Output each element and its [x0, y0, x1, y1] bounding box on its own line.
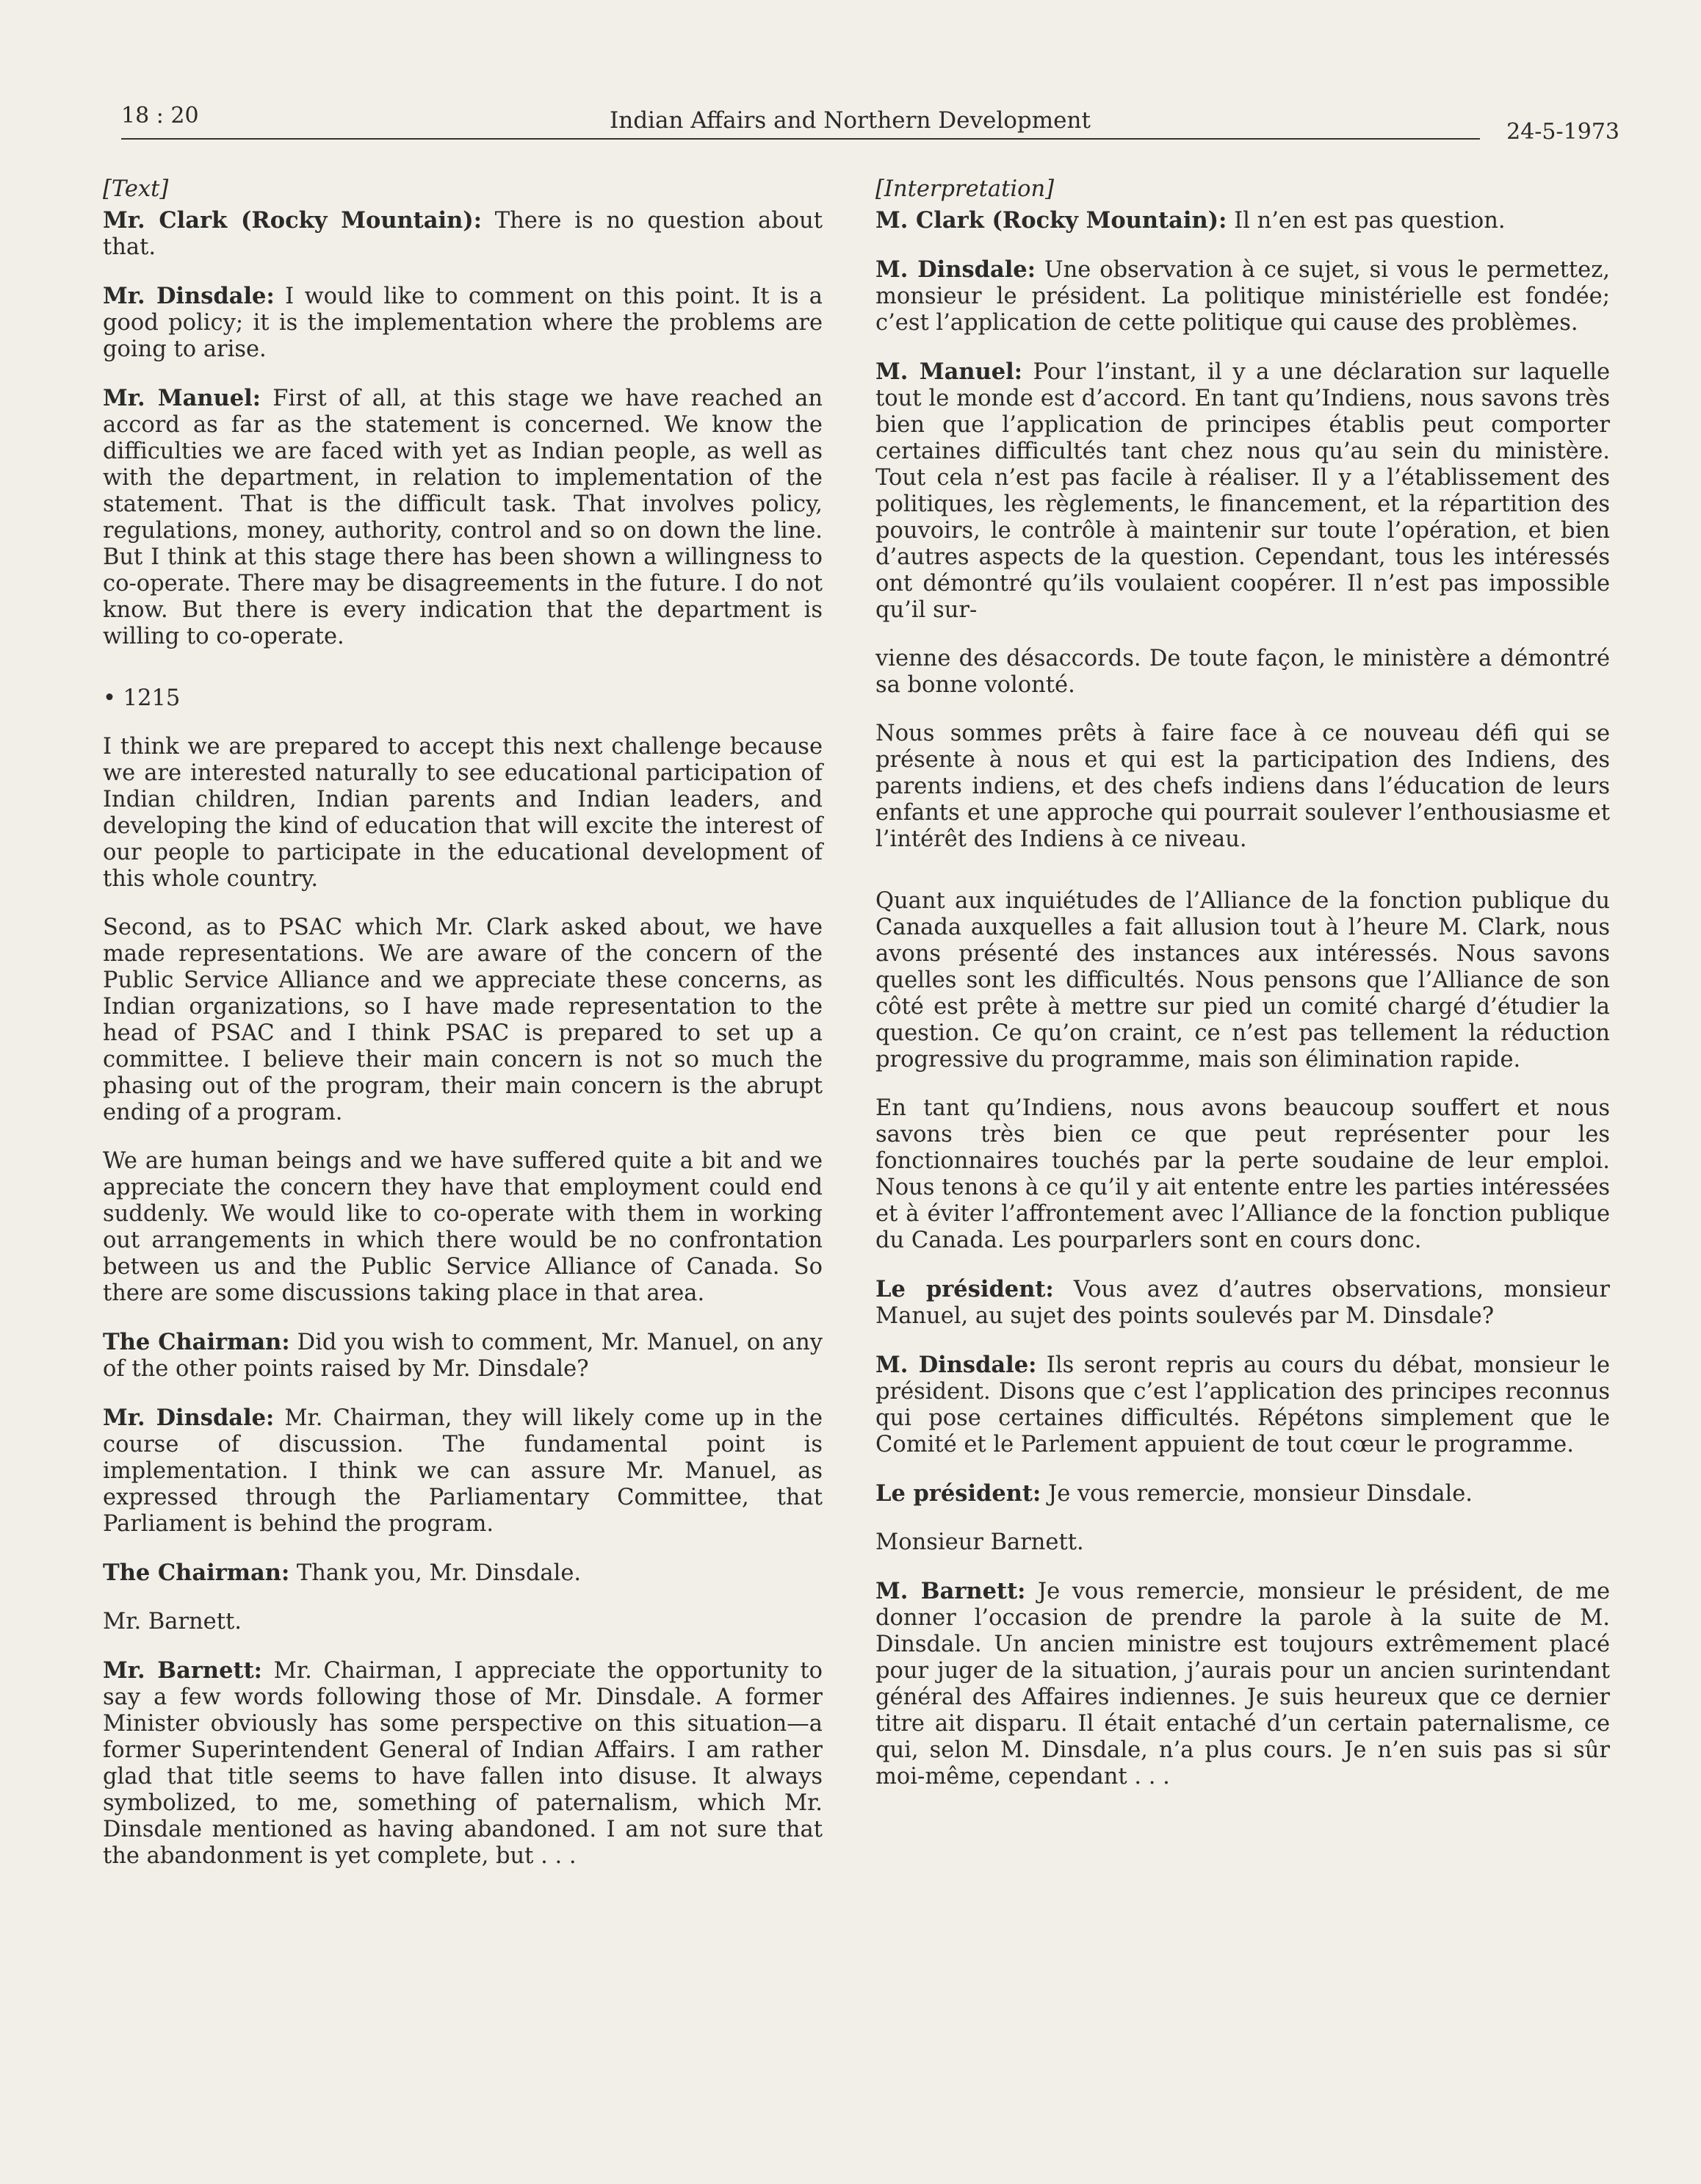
french-column — [875, 176, 1610, 1812]
paragraph — [103, 1609, 823, 1635]
paragraph — [103, 915, 823, 1126]
speaker-name: M. Barnett: — [875, 1578, 1026, 1604]
page-number: 18 : 20 — [121, 103, 199, 129]
paragraph — [103, 385, 823, 650]
paragraph — [875, 1529, 1610, 1556]
speaker-name: The Chairman: — [103, 1329, 290, 1355]
speech-text: Nous sommes prêts à faire face à ce nouveau défi qui se présente à nous et qui est la participation des Indiens, des parents indiens, et des chefs indiens dans l’éducation de leurs enfants et une approche qui pourrait soulever l’enthousiasme et l’intérêt des Indiens à ce niveau. — [875, 721, 1610, 852]
paragraph — [875, 646, 1610, 699]
paragraph — [103, 1560, 823, 1587]
speech-text: We are human beings and we have suffered quite a bit and we appreciate the concern they have that employment could end suddenly. We would like to co-operate with them in working out arrangements in which there would be no confrontation between us and the Public Service Alliance of Canada. So there are some discussions taking place in that area. — [103, 1148, 823, 1306]
speech-text: I think we are prepared to accept this next challenge because we are interested naturally to see educational participation of Indian children, Indian parents and Indian leaders, and developing the kind of education that will excite the interest of our people to participate in the educational development of this whole country. — [103, 734, 823, 892]
paragraph — [875, 888, 1610, 1073]
paragraph — [875, 207, 1610, 234]
speech-text: Quant aux inquiétudes de l’Alliance de la fonction publique du Canada auxquelles a fait allusion tout à l’heure M. Clark, nous avons présenté des instances aux intéressés. Nous savons quelles sont les difficultés. Nous pensons que l’Alliance de son côté est prête à mettre sur pied un comité chargé d’étudier la question. Ce qu’on craint, ce n’est pas tellement la réduction progressive du programme, mais son élimination rapide. — [875, 888, 1610, 1073]
speech-text: Vous avez d’autres observations, monsieur Manuel, au sujet des points soulevés par M. Dinsdale? — [875, 1277, 1610, 1329]
speaker-name: The Chairman: — [103, 1560, 290, 1586]
running-title: Indian Affairs and Northern Development — [610, 107, 1091, 134]
paragraph — [875, 358, 1610, 624]
page-date: 24-5-1973 — [1506, 119, 1619, 145]
paragraph — [875, 256, 1610, 336]
paragraph — [875, 1578, 1610, 1790]
paragraph — [103, 734, 823, 893]
paragraph — [103, 1329, 823, 1383]
time-marker: • 1215 — [103, 685, 181, 711]
speaker-name: Mr. Dinsdale: — [103, 283, 275, 309]
speech-text: Mr. Barnett. — [103, 1609, 242, 1635]
speaker-name: Mr. Dinsdale: — [103, 1405, 275, 1431]
speaker-name: Mr. Barnett: — [103, 1657, 262, 1684]
language-label: [Interpretation] — [875, 176, 1054, 202]
speech-text: Une observation à ce sujet, si vous le permettez, monsieur le président. La politique ministérielle est fondée; c’est l’application de cette politique qui cause des problèmes. — [875, 257, 1610, 336]
speech-text: Je vous remercie, monsieur le président, de me donner l’occasion de prendre la parole à la suite de M. Dinsdale. Un ancien ministre est toujours extrêmement placé pour juger de la situation, j’aurais pour un ancien surintendant général des Affaires indiennes. Je suis heureux que ce dernier titre ait disparu. Il était entaché d’un certain paternalisme, ce qui, selon M. Dinsdale, n’a plus cours. Je n’en suis pas si sûr moi-même, cependant . . . — [875, 1579, 1611, 1790]
english-column — [103, 176, 823, 1892]
speech-text: First of all, at this stage we have reached an accord as far as the statement is concerned. We know the difficulties we are faced with yet as Indian people, as well as with the department, in relation to implementation of the statement. That is the difficult task. That involves policy, regulations, money, authority, control and so on down the line. But I think at this stage there has been shown a willingness to co-operate. There may be disagreements in the future. I do not know. But there is every indication that the department is willing to co-operate. — [103, 386, 823, 649]
paragraph — [103, 1405, 823, 1538]
speech-text: En tant qu’Indiens, nous avons beaucoup souffert et nous savons très bien ce que peut représenter pour les fonctionnaires touchés par la perte soudaine de leur emploi. Nous tenons à ce qu’il y ait entente entre les parties intéressées et à éviter l’affrontement avec l’Alliance de la fonction publique du Canada. Les pourparlers sont en cours donc. — [875, 1095, 1610, 1253]
page-header — [121, 103, 1619, 147]
speaker-name: M. Dinsdale: — [875, 256, 1036, 283]
speaker-name: Mr. Manuel: — [103, 385, 261, 411]
paragraph — [103, 1148, 823, 1307]
header-rule — [121, 138, 1480, 140]
language-label: [Text] — [103, 176, 169, 202]
speech-text: Pour l’instant, il y a une déclaration sur laquelle tout le monde est d’accord. En tant qu’Indiens, nous savons très bien que l’application de principes établis peut comporter certaines difficultés tant chez nous qu’au sein du ministère. Tout cela n’est pas facile à réaliser. Il y a l’établissement des politiques, les règlements, le financement, et la répartition des pouvoirs, le contrôle à maintenir sur toute l’opération, et bien d’autres aspects de la question. Cependant, tous les intéressés ont démontré qu’ils voulaient coopérer. Il n’est pas impossible qu’il sur- — [875, 359, 1611, 623]
speech-text: Ils seront repris au cours du débat, monsieur le président. Disons que c’est l’application des principes reconnus qui pose certaines difficultés. Répétons simplement que le Comité et le Parlement appuient de tout cœur le programme. — [875, 1352, 1610, 1457]
speech-text: vienne des désaccords. De toute façon, le ministère a démontré sa bonne volonté. — [875, 646, 1610, 698]
paragraph — [875, 1095, 1610, 1254]
speech-text: Mr. Chairman, I appreciate the opportunity to say a few words following those of Mr. Dinsdale. A former Minister obviously has some perspective on this situation—a former Superintendent General of Indian Affairs. I am rather glad that title seems to have fallen into disuse. It always symbolized, to me, something of paternalism, which Mr. Dinsdale mentioned as having abandoned. I am not sure that the abandonment is yet complete, but . . . — [103, 1658, 823, 1869]
speech-text: I would like to comment on this point. It is a good policy; it is the implementation where the problems are going to arise. — [103, 284, 823, 362]
speaker-name: Le président: — [875, 1480, 1041, 1507]
paragraph — [875, 1352, 1610, 1458]
speech-text: There is no question about that. — [103, 208, 823, 260]
speaker-name: M. Manuel: — [875, 358, 1023, 385]
speech-text: Did you wish to comment, Mr. Manuel, on any of the other points raised by Mr. Dinsdale? — [103, 1330, 823, 1382]
paragraph — [875, 721, 1610, 853]
speech-text: Thank you, Mr. Dinsdale. — [289, 1560, 582, 1586]
speech-text: Mr. Chairman, they will likely come up in the course of discussion. The fundamental point is implementation. I think we can assure Mr. Manuel, as expressed through the Parliamentary Committee, that Parliament is behind the program. — [103, 1405, 823, 1537]
speech-text: Il n’en est pas question. — [1227, 208, 1506, 234]
speech-text: Je vous remercie, monsieur Dinsdale. — [1041, 1481, 1473, 1507]
speaker-name: Le président: — [875, 1276, 1054, 1302]
paragraph — [875, 1480, 1610, 1507]
paragraph — [103, 283, 823, 363]
paragraph — [875, 1276, 1610, 1330]
speaker-name: M. Clark (Rocky Mountain): — [875, 207, 1227, 234]
speaker-name: Mr. Clark (Rocky Mountain): — [103, 207, 482, 234]
speech-text: Second, as to PSAC which Mr. Clark asked about, we have made representations. We are aware of the concern of the Public Service Alliance and we appreciate these concerns, as Indian organizations, so I have made representation to the head of PSAC and I think PSAC is prepared to set up a committee. I believe their main concern is not so much the phasing out of the program, their main concern is the abrupt ending of a program. — [103, 915, 823, 1125]
paragraph — [103, 207, 823, 261]
speech-text: Monsieur Barnett. — [875, 1529, 1084, 1555]
paragraph — [103, 1657, 823, 1870]
speaker-name: M. Dinsdale: — [875, 1352, 1037, 1378]
